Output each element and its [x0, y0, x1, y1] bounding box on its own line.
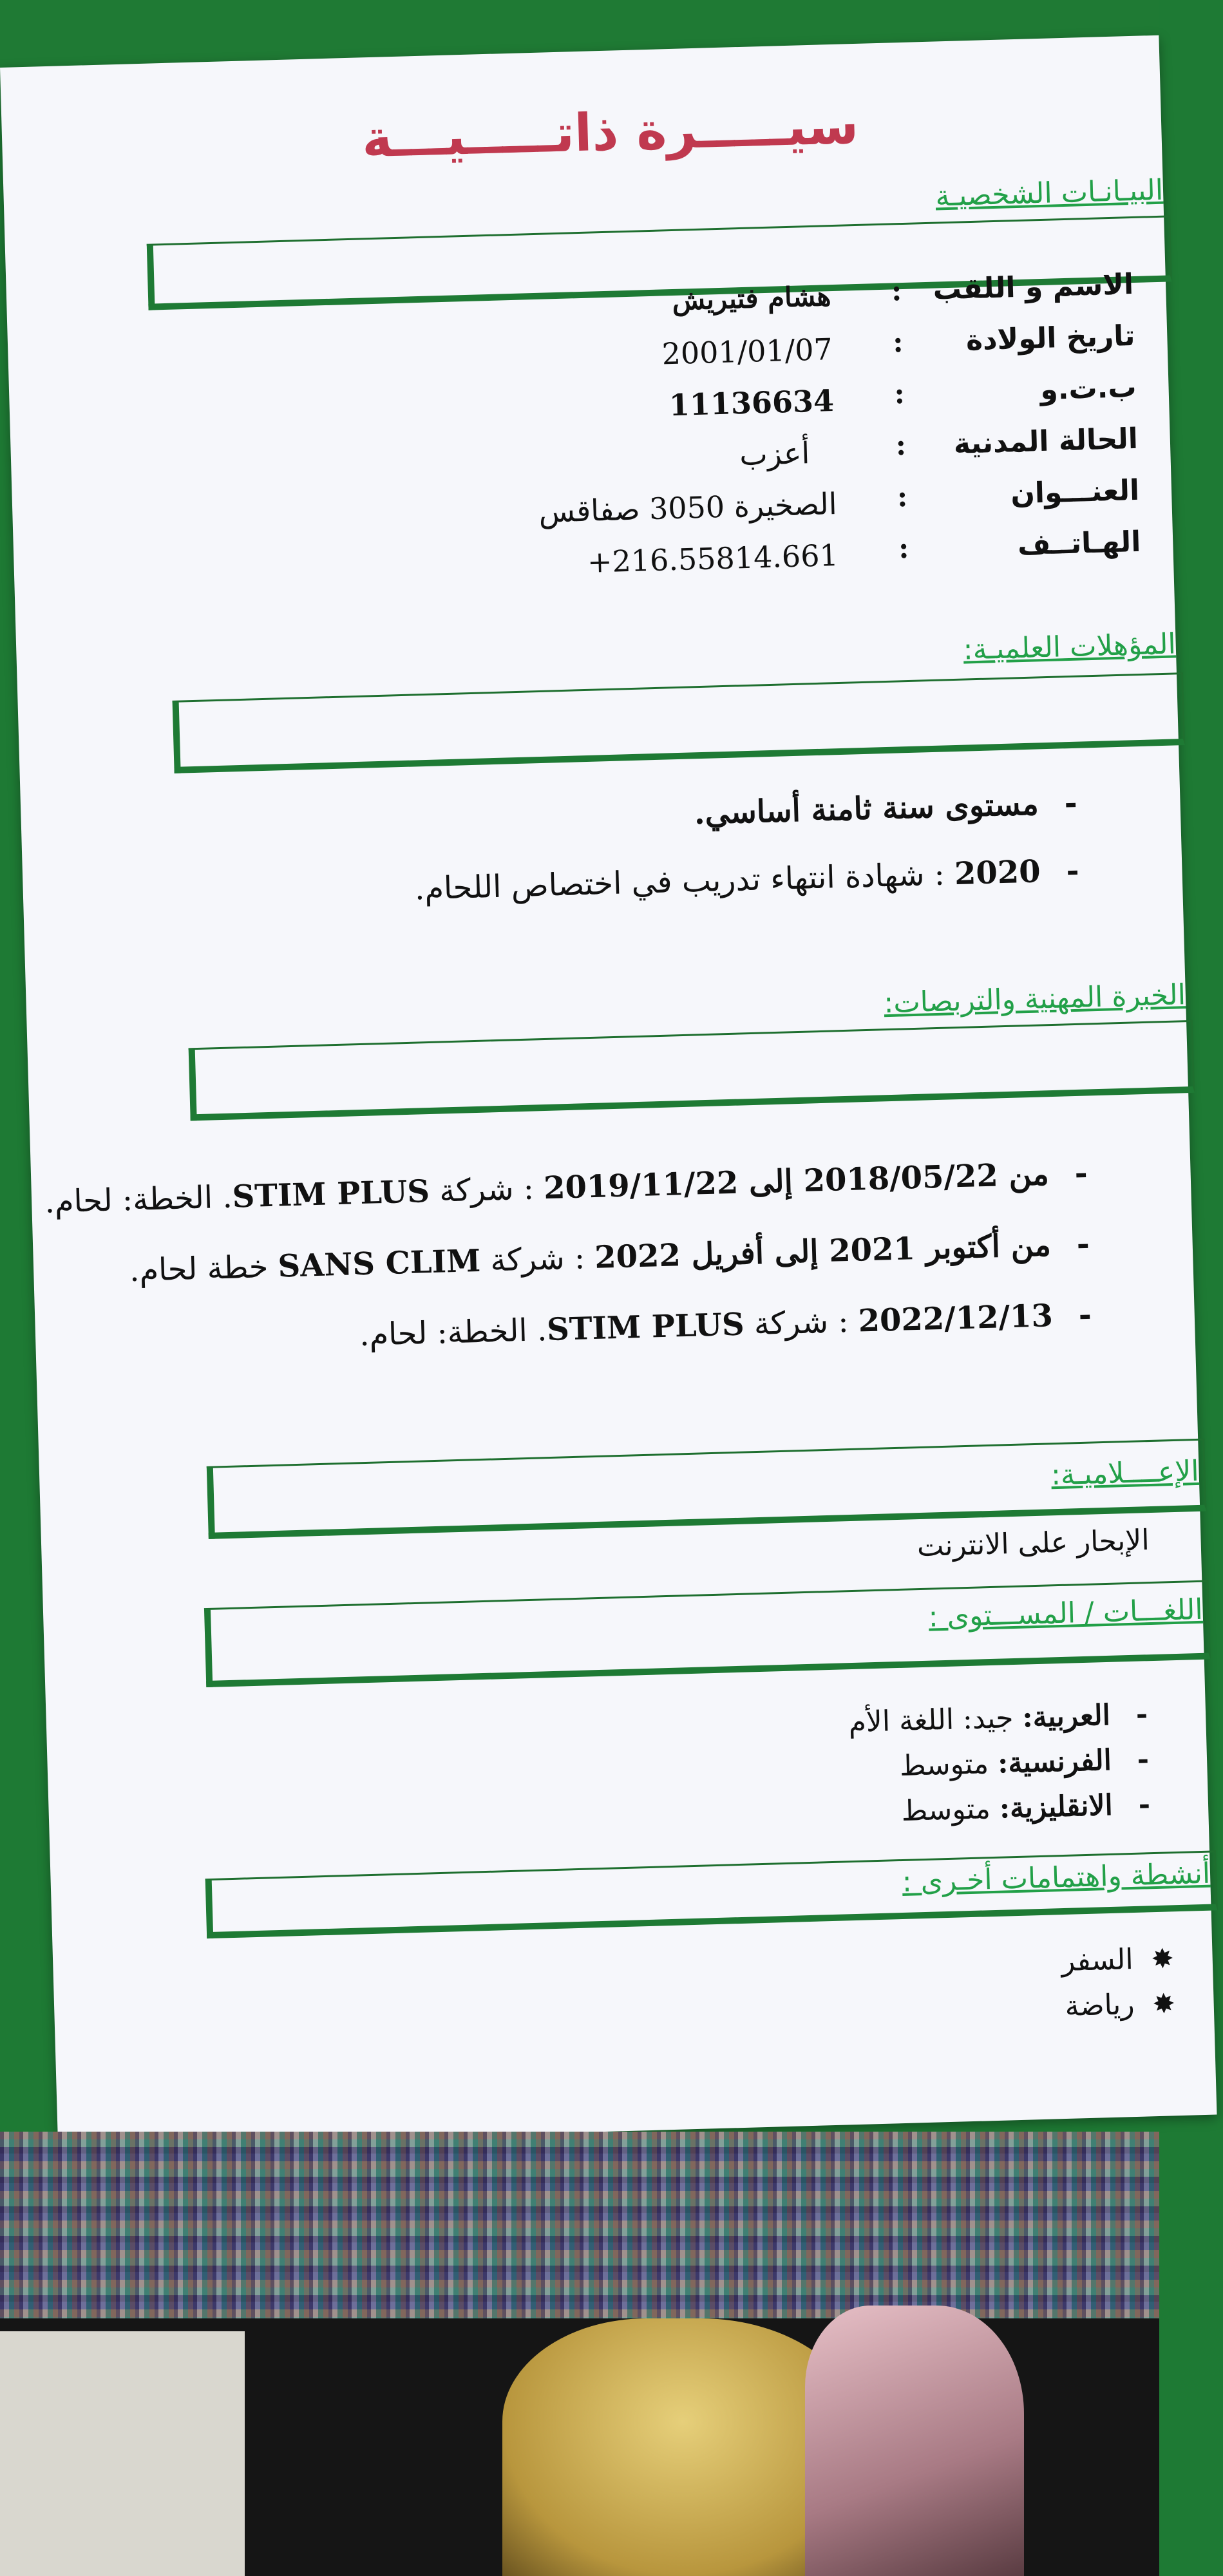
section-title-qualifications: المؤهلات العلميـة:: [963, 627, 1177, 667]
value-address: الصخيرة 3050 صفاقس: [538, 486, 838, 529]
fabric-background: [0, 2132, 1159, 2331]
experience-3-company: STIM PLUS: [546, 1306, 745, 1349]
language-item-english: [901, 1788, 1151, 1828]
value-phone: +216.55814.661: [587, 537, 839, 580]
label-address: العنـــوان: [1010, 473, 1140, 511]
experience-2-company: SANS CLIM: [277, 1242, 481, 1285]
language-arabic-level: جيد: اللغة الأم: [848, 1701, 1014, 1739]
colon: :: [896, 480, 908, 514]
qualification-1-text: مستوى سنة ثامنة أساسي.: [694, 786, 1039, 832]
label-name: الاسم و اللقب: [933, 267, 1134, 307]
experience-1-label: : شركة: [429, 1170, 544, 1210]
experience-2-period: من أكتوبر 2021 إلى أفريل 2022: [594, 1227, 1052, 1276]
experience-3-label: : شركة: [743, 1303, 859, 1343]
experience-1-role: . الخطة: لحام.: [44, 1179, 233, 1220]
colon: :: [898, 531, 910, 565]
language-english-name: الانقليزية:: [999, 1788, 1114, 1825]
hobby-item-2: [1065, 1987, 1175, 2023]
floor-light-patch: [0, 2331, 245, 2576]
star-bullet-icon: ✸: [1150, 1942, 1175, 1975]
hobby-item-1: [1061, 1942, 1174, 1978]
section-box-qualifications: [173, 672, 1186, 773]
section-title-experience: الخبرة المهنية والتربصات:: [883, 978, 1186, 1020]
experience-2-role: خطة لحام.: [129, 1248, 279, 1289]
value-name: هشام فتيريش: [671, 280, 832, 316]
experience-item-3: -2022/12/13 : شركة STIM PLUS. الخطة: لحام.: [359, 1296, 1092, 1354]
label-marital: الحالة المدنية: [953, 422, 1139, 460]
language-french-level: متوسط: [899, 1747, 989, 1783]
colon: :: [892, 326, 904, 359]
colon: :: [895, 428, 907, 462]
experience-item-2: -من أكتوبر 2021 إلى أفريل 2022 : شركة SANS CLIM خطة لحام.: [129, 1226, 1090, 1289]
language-item-french: [899, 1743, 1150, 1783]
section-box-experience: [189, 1020, 1195, 1121]
language-english-level: متوسط: [900, 1792, 991, 1828]
colon: :: [891, 274, 902, 308]
hobby-2-text: رياضة: [1064, 1987, 1135, 2023]
value-marital: أعزب: [739, 435, 810, 473]
value-birthdate: 2001/01/07: [661, 332, 833, 372]
pink-cloth: [805, 2306, 1024, 2576]
experience-1-company: STIM PLUS: [231, 1173, 430, 1215]
experience-1-period: من 2018/05/22 إلى 2019/11/22: [543, 1156, 1050, 1207]
value-id: 11136634: [668, 383, 835, 423]
qualification-2-year: 2020: [954, 853, 1041, 893]
language-french-name: الفرنسية:: [997, 1743, 1112, 1780]
section-title-personal: البيـانـات الشخصيـة: [934, 173, 1164, 213]
experience-item-1: -من 2018/05/22 إلى 2019/11/22 : شركة STIM PLUS. الخطة: لحام.: [44, 1155, 1088, 1220]
qualification-item-1: -مستوى سنة ثامنة أساسي.: [694, 784, 1078, 832]
hobby-1-text: السفر: [1061, 1943, 1134, 1978]
experience-3-date: 2022/12/13: [857, 1298, 1054, 1340]
section-title-computing: الإعــــلاميـة:: [1050, 1454, 1200, 1492]
section-title-hobbies: أنشطة واهتمامات أخـرى :: [902, 1857, 1211, 1899]
cv-paper: [0, 35, 1217, 2147]
cv-title: سيـــــرة ذاتـــــيـــة: [361, 95, 860, 169]
language-item-arabic: [848, 1698, 1148, 1739]
language-arabic-name: العربية:: [1021, 1698, 1111, 1734]
section-box-languages: [204, 1580, 1211, 1688]
dash: -: [1138, 1788, 1151, 1821]
label-phone: الهـاتــف: [1017, 525, 1141, 562]
computing-text: الإبحار على الانترنت: [916, 1524, 1150, 1564]
star-bullet-icon: ✸: [1152, 1987, 1176, 2020]
qualification-item-2: -2020 : شهادة انتهاء تدريب في اختصاص اللحام.: [414, 852, 1080, 907]
experience-3-role: . الخطة: لحام.: [359, 1312, 548, 1354]
qualification-2-text: : شهادة انتهاء تدريب في اختصاص اللحام.: [414, 856, 955, 907]
section-title-languages: اللغـــات / المســـتوى :: [928, 1593, 1204, 1634]
dash: -: [1135, 1698, 1148, 1731]
dash: -: [1137, 1743, 1150, 1776]
experience-2-label: : شركة: [480, 1239, 596, 1279]
label-id: ب.ت.و: [1039, 370, 1137, 407]
colon: :: [893, 377, 905, 411]
label-birthdate: تاريخ الولادة: [965, 319, 1136, 357]
